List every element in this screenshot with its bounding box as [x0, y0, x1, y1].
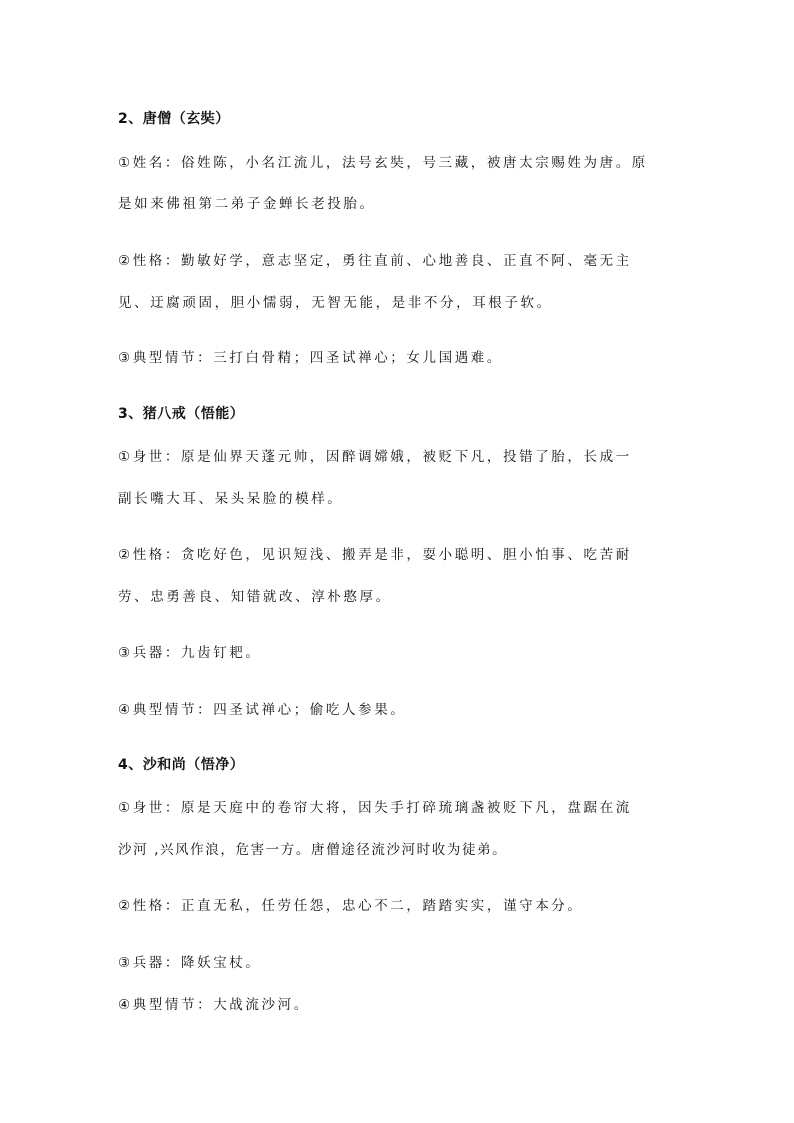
tang-seng-name-line-2: 是如来佛祖第二弟子金蝉长老投胎。	[118, 196, 376, 212]
zhu-bajie-plot-line: ④典型情节：四圣试禅心；偷吃人参果。	[118, 702, 407, 718]
sha-heshang-background-line-2: 沙河 ,兴风作浪，危害一方。唐僧途径流沙河时收为徒弟。	[118, 842, 508, 858]
sha-heshang-plot-line: ④典型情节：大战流沙河。	[118, 997, 310, 1013]
sha-heshang-personality-line: ②性格：正直无私，任劳任怨，忠心不二，踏踏实实，谨守本分。	[118, 898, 584, 914]
sha-heshang-weapon-line: ③兵器：降妖宝杖。	[118, 955, 262, 971]
zhu-bajie-weapon-line: ③兵器：九齿钉耙。	[118, 645, 262, 661]
sha-heshang-background-line-1: ①身世：原是天庭中的卷帘大将，因失手打碎琉璃盏被贬下凡，盘踞在流	[118, 800, 632, 816]
tang-seng-personality-line-1: ②性格：勤敏好学，意志坚定，勇往直前、心地善良、正直不阿、毫无主	[118, 253, 632, 269]
section-heading-zhu-bajie: 3、猪八戒（悟能）	[118, 406, 245, 422]
zhu-bajie-personality-line-1: ②性格：贪吃好色，见识短浅、搬弄是非，耍小聪明、胆小怕事、吃苦耐	[118, 547, 632, 563]
section-heading-sha-heshang: 4、沙和尚（悟净）	[118, 757, 245, 773]
zhu-bajie-background-line-2: 副长嘴大耳、呆头呆脸的模样。	[118, 491, 344, 507]
tang-seng-plot-line: ③典型情节：三打白骨精；四圣试禅心；女儿国遇难。	[118, 350, 504, 366]
zhu-bajie-background-line-1: ①身世：原是仙界天蓬元帅，因醉调嫦娥，被贬下凡，投错了胎，长成一	[118, 449, 632, 465]
tang-seng-name-line-1: ①姓名：俗姓陈，小名江流儿，法号玄奘，号三藏，被唐太宗赐姓为唐。原	[118, 155, 648, 171]
section-heading-tang-seng: 2、唐僧（玄奘）	[118, 111, 230, 127]
tang-seng-personality-line-2: 见、迂腐顽固，胆小懦弱，无智无能，是非不分，耳根子软。	[118, 295, 553, 311]
zhu-bajie-personality-line-2: 劳、忠勇善良、知错就改、淳朴憨厚。	[118, 589, 392, 605]
